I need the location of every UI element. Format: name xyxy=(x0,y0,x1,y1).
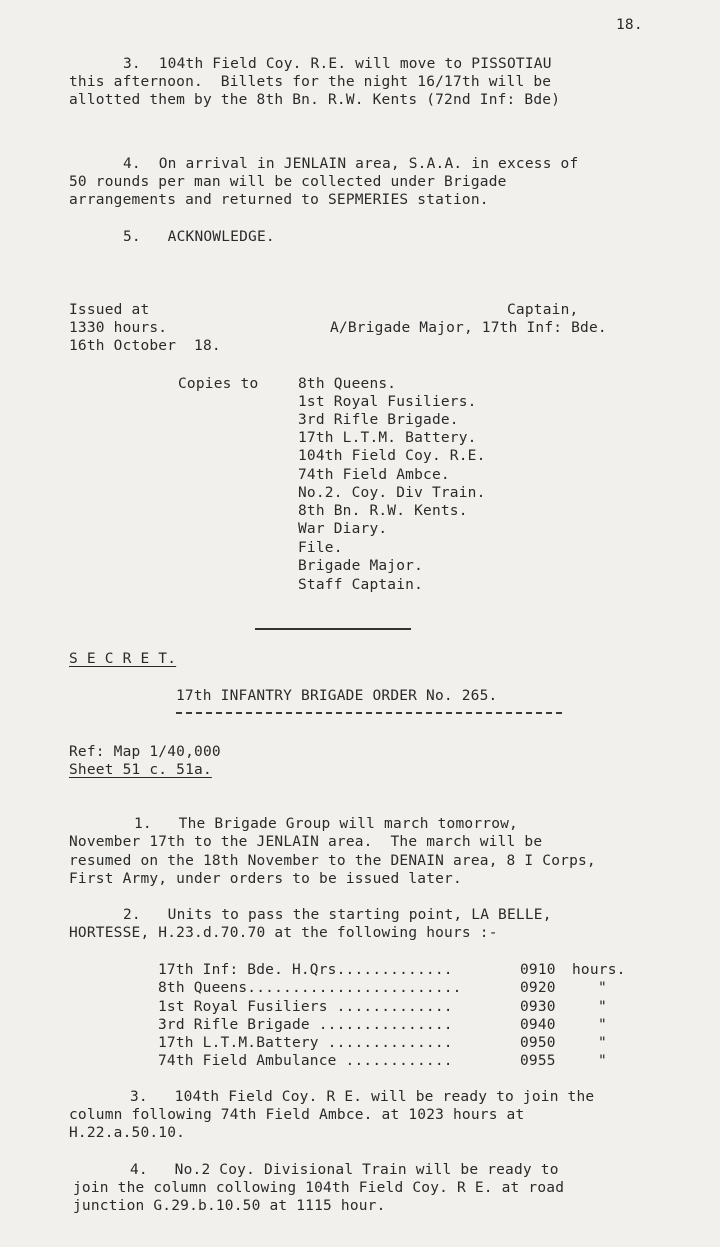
schedule-unit: 74th Field Ambulance ............ xyxy=(158,1053,453,1069)
copies-item: No.2. Coy. Div Train. xyxy=(298,485,486,501)
order-para-1-line-1: 1. The Brigade Group will march tomorrow, xyxy=(134,816,518,832)
copies-item: 3rd Rifle Brigade. xyxy=(298,412,459,428)
copies-label: Copies to xyxy=(178,376,259,392)
prev-para-3-line-3: allotted them by the 8th Bn. R.W. Kents (72nd Inf: Bde) xyxy=(69,92,561,108)
signature-rank: Captain, xyxy=(507,302,579,318)
order-para-3-line-3: H.22.a.50.10. xyxy=(69,1125,186,1141)
schedule-unit: 8th Queens........................ xyxy=(158,980,462,996)
copies-item: File. xyxy=(298,540,343,556)
order-para-3-line-2: column following 74th Field Ambce. at 1023 hours at xyxy=(69,1107,525,1123)
copies-item: 1st Royal Fusiliers. xyxy=(298,394,477,410)
schedule-unit-label: " xyxy=(598,980,607,996)
ref-line-2: Sheet 51 c. 51a. xyxy=(69,762,212,778)
schedule-unit: 17th L.T.M.Battery .............. xyxy=(158,1035,453,1051)
copies-item: 8th Bn. R.W. Kents. xyxy=(298,503,468,519)
order-para-1-line-4: First Army, under orders to be issued later. xyxy=(69,871,462,887)
order-para-2-line-1: 2. Units to pass the starting point, LA BELLE, xyxy=(123,907,552,923)
prev-para-3-line-2: this afternoon. Billets for the night 16/17th will be xyxy=(69,74,552,90)
title-dashed-underline xyxy=(176,712,562,714)
copies-item: War Diary. xyxy=(298,521,388,537)
page-number: 18. xyxy=(616,17,643,33)
order-para-2-line-2: HORTESSE, H.23.d.70.70 at the following hours :- xyxy=(69,925,498,941)
order-para-1-line-3: resumed on the 18th November to the DENAIN area, 8 I Corps, xyxy=(69,853,596,869)
schedule-time: 0955 xyxy=(520,1053,556,1069)
copies-item: 104th Field Coy. R.E. xyxy=(298,448,486,464)
prev-para-4-line-1: 4. On arrival in JENLAIN area, S.A.A. in excess of xyxy=(123,156,579,172)
schedule-unit-label: hours. xyxy=(572,962,626,978)
schedule-unit: 1st Royal Fusiliers ............. xyxy=(158,999,453,1015)
prev-para-3-line-1: 3. 104th Field Coy. R.E. will move to PISSOTIAU xyxy=(123,56,552,72)
issued-line-1: Issued at xyxy=(69,302,150,318)
order-title: 17th INFANTRY BRIGADE ORDER No. 265. xyxy=(176,688,498,704)
order-para-3-line-1: 3. 104th Field Coy. R E. will be ready to join the xyxy=(130,1089,595,1105)
schedule-time: 0950 xyxy=(520,1035,556,1051)
prev-para-4-line-3: arrangements and returned to SEPMERIES station. xyxy=(69,192,489,208)
signature-appointment: A/Brigade Major, 17th Inf: Bde. xyxy=(330,320,607,336)
ref-line-1: Ref: Map 1/40,000 xyxy=(69,744,221,760)
section-divider xyxy=(255,628,411,630)
copies-item: Staff Captain. xyxy=(298,577,424,593)
schedule-unit: 3rd Rifle Brigade ............... xyxy=(158,1017,453,1033)
schedule-time: 0940 xyxy=(520,1017,556,1033)
schedule-unit-label: " xyxy=(598,1035,607,1051)
issued-line-3: 16th October 18. xyxy=(69,338,221,354)
schedule-time: 0930 xyxy=(520,999,556,1015)
issued-line-2: 1330 hours. xyxy=(69,320,168,336)
prev-para-5-acknowledge: 5. ACKNOWLEDGE. xyxy=(123,229,275,245)
schedule-time: 0910 xyxy=(520,962,556,978)
secret-heading: S E C R E T. xyxy=(69,651,177,667)
order-para-4-line-3: junction G.29.b.10.50 at 1115 hour. xyxy=(73,1198,386,1214)
copies-item: Brigade Major. xyxy=(298,558,424,574)
copies-item: 8th Queens. xyxy=(298,376,397,392)
copies-item: 17th L.T.M. Battery. xyxy=(298,430,477,446)
schedule-unit-label: " xyxy=(598,1053,607,1069)
schedule-unit-label: " xyxy=(598,1017,607,1033)
schedule-time: 0920 xyxy=(520,980,556,996)
copies-item: 74th Field Ambce. xyxy=(298,467,450,483)
prev-para-4-line-2: 50 rounds per man will be collected under Brigade xyxy=(69,174,507,190)
order-para-4-line-1: 4. No.2 Coy. Divisional Train will be ready to xyxy=(130,1162,559,1178)
order-para-4-line-2: join the column collowing 104th Field Coy. R E. at road xyxy=(73,1180,565,1196)
schedule-unit-label: " xyxy=(598,999,607,1015)
schedule-unit: 17th Inf: Bde. H.Qrs............. xyxy=(158,962,453,978)
order-para-1-line-2: November 17th to the JENLAIN area. The march will be xyxy=(69,834,543,850)
